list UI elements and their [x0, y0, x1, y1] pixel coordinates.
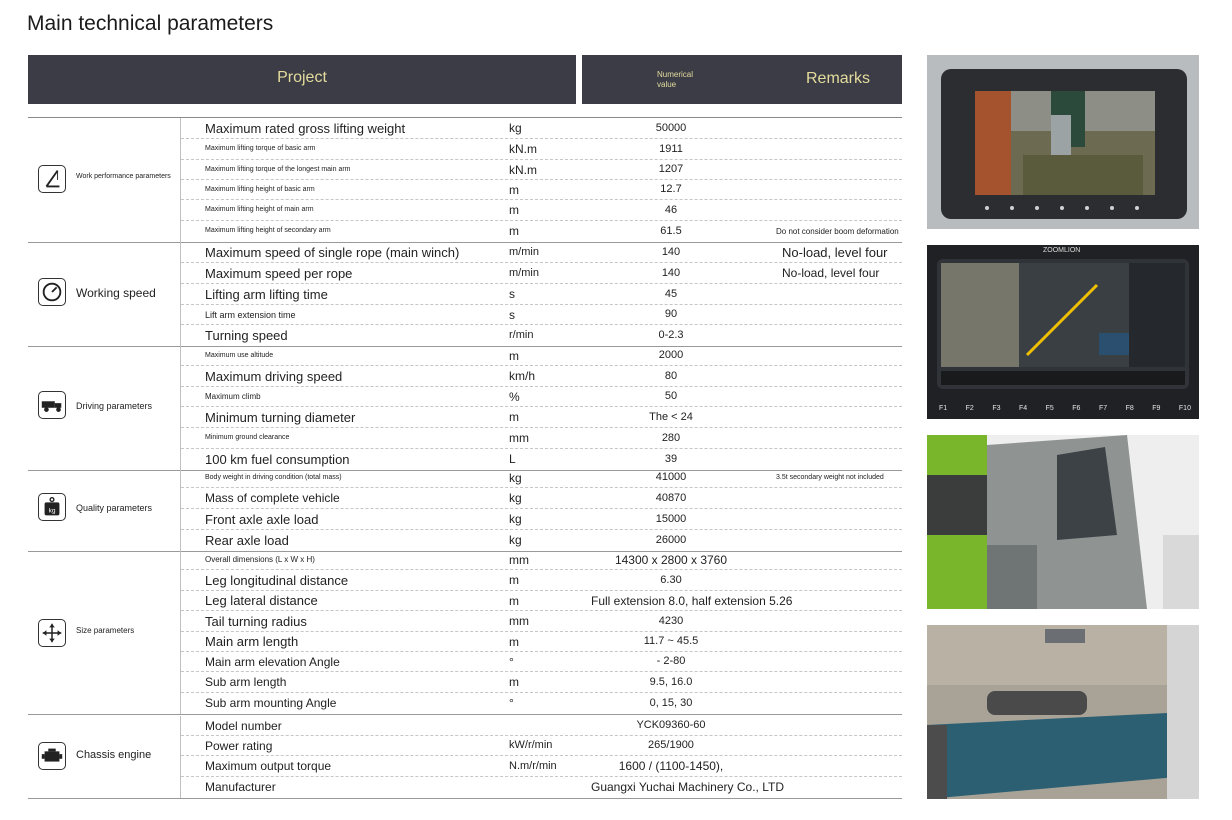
table-row: [181, 570, 902, 591]
table-row: [181, 736, 902, 756]
param-unit: km/h: [509, 369, 536, 384]
table-row: [181, 509, 902, 530]
param-value: - 2-80: [656, 655, 686, 668]
weight-kg-icon: [38, 493, 66, 521]
table-row: [181, 325, 902, 345]
param-value: 1600 / (1100-1450),: [618, 759, 724, 774]
param-unit: °: [509, 696, 514, 711]
param-unit: kg: [509, 512, 522, 527]
display-brand: ZOOMLION: [1043, 247, 1081, 254]
param-name: 100 km fuel consumption: [205, 451, 350, 467]
param-name: Minimum turning diameter: [205, 409, 356, 425]
table-row: [181, 488, 902, 509]
param-value: Guangxi Yuchai Machinery Co., LTD: [591, 780, 784, 795]
param-unit: kW/r/min: [509, 739, 553, 752]
param-name: Maximum lifting height of main arm: [205, 206, 314, 214]
param-value: 46: [664, 203, 678, 216]
param-value: 6.30: [660, 573, 682, 586]
speedometer-icon: [38, 278, 66, 306]
param-name: Sub arm length: [205, 675, 287, 690]
param-unit: m: [509, 182, 519, 197]
param-value: Full extension 8.0, half extension 5.26: [591, 593, 793, 608]
photo-cab-exterior: [927, 435, 1199, 609]
param-unit: m/min: [509, 266, 539, 279]
param-value: 90: [664, 308, 678, 321]
param-unit: m: [509, 348, 519, 363]
param-name: Rear axle load: [205, 532, 289, 548]
param-name: Lifting arm lifting time: [205, 286, 328, 302]
group-label: Driving parameters: [76, 401, 153, 411]
param-value: 140: [661, 245, 681, 258]
table-row: [181, 242, 902, 263]
table-row: [181, 407, 902, 428]
function-key-row: [939, 405, 1191, 419]
group-label: Quality parameters: [76, 503, 153, 513]
param-value: 12.7: [660, 183, 682, 196]
param-value: YCK09360-60: [636, 719, 706, 732]
param-name: Main arm elevation Angle: [205, 654, 340, 669]
function-key-label: F2: [965, 405, 974, 412]
param-name: Maximum driving speed: [205, 368, 343, 384]
function-key-label: F7: [1098, 405, 1108, 412]
table-row: [181, 468, 902, 488]
group-size-parameters: [28, 550, 902, 715]
param-value: 80: [664, 369, 678, 382]
table-row: [181, 387, 902, 407]
photo-control-display: [927, 245, 1199, 419]
table-row: [181, 611, 902, 632]
param-unit: kg: [509, 533, 522, 548]
page-title: Main technical parameters: [27, 12, 274, 35]
header-project: [28, 55, 576, 104]
table-row: [181, 305, 902, 325]
table-row: [181, 591, 902, 611]
param-name: Tail turning radius: [205, 613, 307, 629]
group-category-cell: [28, 468, 181, 551]
param-value: 39: [664, 452, 678, 465]
param-unit: s: [509, 307, 515, 322]
param-value: 1207: [658, 163, 684, 176]
table-row: [181, 428, 902, 449]
param-name: Maximum lifting torque of the longest main arm: [205, 165, 351, 173]
table-row: [181, 716, 902, 736]
param-value: 50000: [655, 121, 687, 134]
param-name: Minimum ground clearance: [205, 434, 290, 442]
param-name: Maximum speed of single rope (main winch): [205, 244, 460, 260]
param-value: 265/1900: [648, 739, 694, 752]
crane-arm-icon: [38, 165, 66, 193]
param-unit: kg: [509, 491, 522, 506]
param-value: 45: [664, 287, 678, 300]
table-row: [181, 118, 902, 139]
param-remark: No-load, level four: [782, 266, 880, 281]
param-value: 40870: [655, 491, 687, 504]
table-row: [181, 693, 902, 713]
function-key-label: F10: [1178, 405, 1191, 412]
table-row: [181, 756, 902, 777]
param-unit: kN.m: [509, 162, 537, 177]
param-name: Model number: [205, 718, 282, 733]
group-label: Chassis engine: [76, 749, 152, 761]
table-row: [181, 221, 902, 241]
param-name: Maximum use altitude: [205, 351, 274, 359]
param-unit: m: [509, 224, 519, 239]
table-row: [181, 777, 902, 797]
table-row: [181, 284, 902, 305]
param-name: Maximum lifting height of basic arm: [205, 185, 315, 193]
param-unit: L: [509, 452, 516, 467]
table-row: [181, 200, 902, 221]
param-unit: °: [509, 654, 514, 669]
group-category-cell: [28, 118, 181, 242]
table-row: [181, 672, 902, 693]
param-remark: No-load, level four: [782, 244, 888, 260]
param-value: 26000: [655, 533, 687, 546]
param-value: 50: [664, 390, 678, 403]
param-name: Maximum climb: [205, 392, 261, 402]
param-value: 15000: [655, 512, 687, 525]
dimensions-arrows-icon: [38, 619, 66, 647]
group-driving-parameters: [28, 346, 902, 471]
param-name: Maximum output torque: [205, 759, 332, 774]
param-unit: N.m/r/min: [509, 759, 557, 772]
table-row: [181, 632, 902, 652]
function-key-label: F9: [1152, 405, 1161, 412]
group-working-speed: [28, 242, 902, 347]
param-name: Power rating: [205, 738, 273, 753]
param-unit: kg: [509, 121, 522, 136]
param-value: 2000: [658, 349, 684, 362]
param-remark: 3.5t secondary weight not included: [776, 473, 884, 481]
param-unit: m: [509, 410, 519, 425]
photo-sleeper-interior: [927, 625, 1199, 799]
param-name: Overall dimensions (L x W x H): [205, 555, 315, 565]
param-unit: s: [509, 287, 515, 302]
table-row: [181, 530, 902, 550]
param-unit: m: [509, 203, 519, 218]
param-unit: r/min: [509, 328, 534, 341]
param-name: Maximum lifting torque of basic arm: [205, 145, 316, 153]
param-unit: m/min: [509, 245, 539, 258]
param-value: 14300 x 2800 x 3760: [614, 552, 728, 567]
group-category-cell: [28, 550, 181, 714]
group-chassis-engine: [28, 716, 902, 799]
param-name: Sub arm mounting Angle: [205, 696, 337, 711]
header-numerical-value-label: Numerical value: [657, 70, 694, 89]
param-value: 1911: [659, 142, 683, 155]
param-name: Leg longitudinal distance: [205, 572, 349, 588]
table-row: [181, 139, 902, 160]
table-row: [181, 449, 902, 469]
table-row: [181, 160, 902, 180]
param-unit: mm: [509, 431, 529, 446]
param-value: 11.7 ~ 45.5: [643, 635, 699, 648]
param-name: Manufacturer: [205, 780, 276, 795]
group-work-performance-parameters: [28, 118, 902, 243]
function-key-label: F1: [939, 405, 948, 412]
group-category-cell: [28, 346, 181, 470]
table-row: [181, 652, 902, 672]
group-label: Work performance parameters: [76, 173, 171, 180]
function-key-label: F6: [1072, 405, 1081, 412]
param-name: Maximum speed per rope: [205, 265, 353, 281]
table-row: [181, 366, 902, 387]
header-remarks-label: Remarks: [806, 70, 871, 87]
function-key-label: F4: [1018, 405, 1028, 412]
param-value: 4230: [658, 614, 684, 627]
param-name: Maximum rated gross lifting weight: [205, 120, 406, 136]
param-value: 0, 15, 30: [649, 696, 693, 709]
param-unit: kN.m: [509, 142, 537, 157]
param-name: Turning speed: [205, 327, 288, 343]
param-unit: m: [509, 675, 519, 690]
param-value: 61.5: [660, 224, 682, 237]
group-label: Size parameters: [76, 626, 135, 635]
table-row: [181, 346, 902, 366]
header-value-remarks: [582, 55, 902, 104]
group-category-cell: [28, 242, 181, 346]
param-value: 41000: [655, 471, 687, 484]
param-value: 0-2.3: [658, 328, 684, 341]
table-row: [181, 550, 902, 570]
function-key-label: F3: [992, 405, 1001, 412]
function-key-label: F5: [1045, 405, 1054, 412]
table-row: [181, 263, 902, 284]
param-name: Lift arm extension time: [205, 309, 296, 320]
param-unit: m: [509, 593, 519, 608]
engine-icon: [38, 742, 66, 770]
param-value: 280: [661, 431, 681, 444]
svg-text:kg: kg: [48, 507, 56, 515]
param-name: Main arm length: [205, 634, 299, 650]
param-name: Body weight in driving condition (total mass): [205, 473, 342, 481]
group-quality-parameters: [28, 468, 902, 552]
param-value: The < 24: [649, 410, 693, 423]
header-project-label: Project: [277, 69, 327, 86]
param-unit: mm: [509, 552, 529, 567]
table-row: [181, 180, 902, 200]
photo-camera-monitor: [927, 55, 1199, 229]
param-unit: mm: [509, 614, 529, 629]
group-label: Working speed: [76, 286, 156, 300]
param-name: Front axle axle load: [205, 511, 319, 527]
param-unit: %: [509, 389, 520, 404]
param-value: 140: [661, 266, 681, 279]
param-name: Maximum lifting height of secondary arm: [205, 227, 331, 235]
param-name: Mass of complete vehicle: [205, 491, 340, 506]
param-remark: Do not consider boom deformation: [776, 226, 899, 236]
group-category-cell: [28, 716, 181, 798]
truck-icon: [38, 391, 66, 419]
param-unit: m: [509, 634, 519, 649]
param-name: Leg lateral distance: [205, 593, 318, 609]
function-key-label: F8: [1125, 405, 1134, 412]
param-unit: m: [509, 573, 519, 588]
param-value: 9.5, 16.0: [649, 675, 693, 688]
param-unit: kg: [509, 470, 522, 485]
